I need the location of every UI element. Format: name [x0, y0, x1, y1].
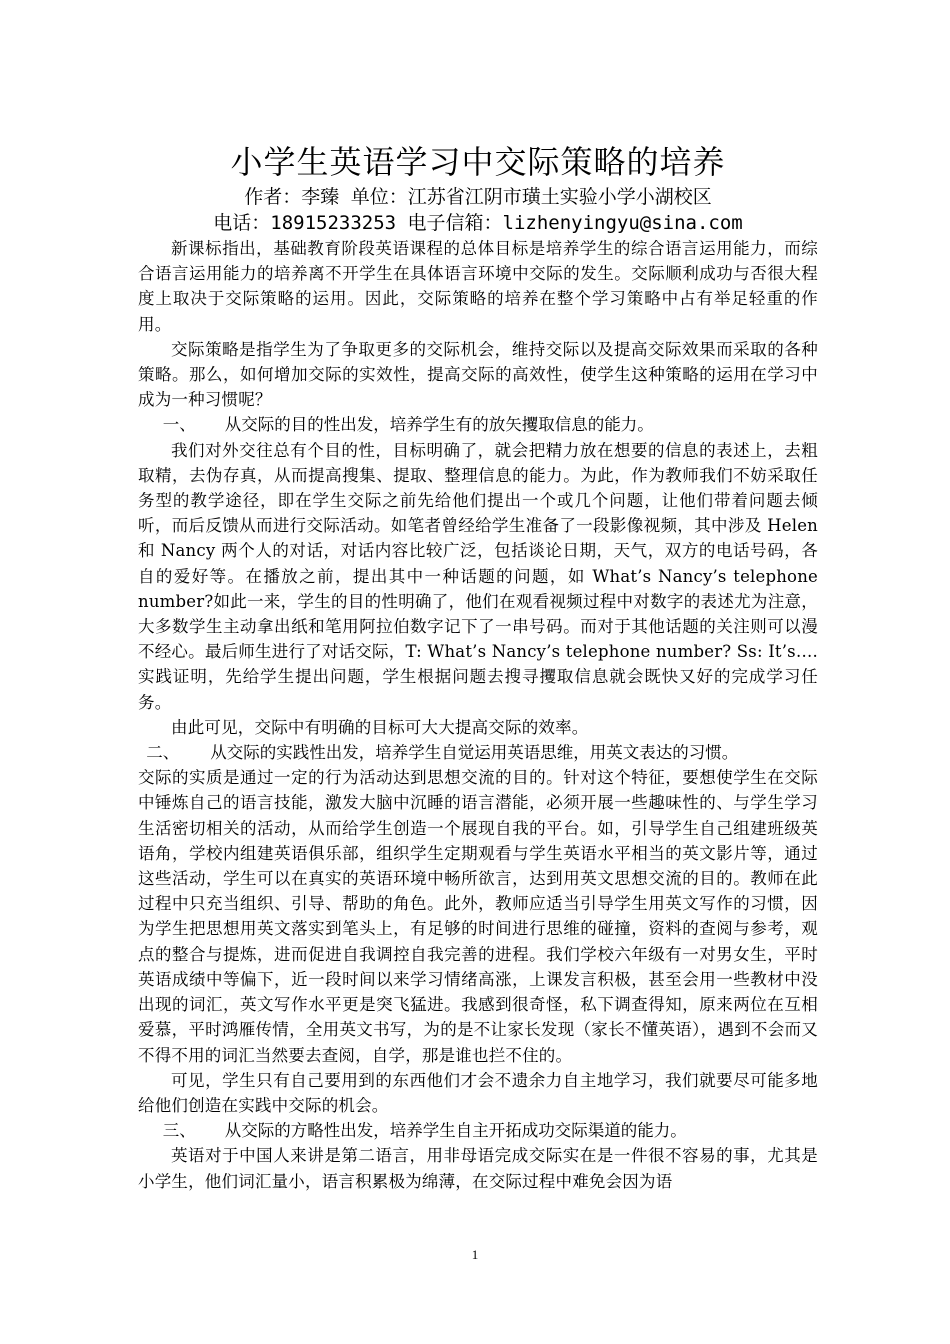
document-title: 小学生英语学习中交际策略的培养 — [230, 143, 726, 181]
author-line: 作者：李臻 单位：江苏省江阴市璜土实验小学小湖校区 — [244, 186, 712, 208]
paragraph: 交际的实质是通过一定的行为活动达到思想交流的目的。针对这个特征，要想使学生在交际中锤炼自己的语言技能，激发大脑中沉睡的语言潜能，必须开展一些趣味性的、与学生学习生活密切相关的活动，从而给学生创造一个展现自我的平台。如，引导学生自己组建班级英语角，学校内组建英语俱乐部，组织学生定期观看与学生英语水平相当的英文影片等，通过这些活动，学生可以在真实的英语环境中畅所欲言，达到用英文思想交流的目的。教师在此过程中只充当组织、引导、帮助的角色。此外，教师应适当引导学生用英文写作的习惯，因为学生把思想用英文落实到笔头上，有足够的时间进行思维的碰撞，资料的查阅与参考，观点的整合与提炼，进而促进自我调控自我完善的进程。我们学校六年级有一对男女生，平时英语成绩中等偏下，近一段时间以来学习情绪高涨，上课发言积极，甚至会用一些教材中没出现的词汇，英文写作水平更是突飞猛进。我感到很奇怪，私下调查得知，原来两位在互相爱慕，平时鸿雁传情，全用英文书写，为的是不让家长发现（家长不懂英语），遇到不会而又不得不用的词汇当然要去查阅，自学，那是谁也拦不住的。 — [138, 768, 818, 1065]
document-body — [138, 140, 818, 1194]
paragraph: 英语对于中国人来讲是第二语言，用非母语完成交际实在是一件很不容易的事，尤其是小学生，他们词汇量小，语言积累极为绵薄，在交际过程中难免会因为语 — [138, 1146, 818, 1191]
section-number: 一、 — [162, 415, 196, 435]
section-heading-text: 从交际的目的性出发，培养学生有的放矢攫取信息的能力。 — [224, 415, 654, 435]
paragraph: 我们对外交往总有个目的性，目标明确了，就会把精力放在想要的信息的表述上，去粗取精，去伪存真，从而提高搜集、提取、整理信息的能力。为此，作为教师我们不妨采取任务型的教学途径，即在学生交际之前先给他们提出一个或几个问题，让他们带着问题去倾听，而后反馈从而进行交际活动。如笔者曾经给学生准备了一段影像视频，其中涉及 Helen 和 Nancy 两个人的对话，对话内容比较广泛，包括谈论日期，天气，双方的电话号码，各自的爱好等。在播放之前，提出其中一种话题的问题，如 What’s Nancy’s telephone number?如此一来，学生的目的性明确了，他们在观看视频过程中对数字的表述尤为注意，大多数学生主动拿出纸和笔用阿拉伯数字记下了一串号码。而对于其他话题的关注则可以漫不经心。最后师生进行了对话交际，T: What’s Nancy’s telephone number? Ss: It’s….实践证明，先给学生提出问题，学生根据问题去搜寻攫取信息就会既快又好的完成学习任务。 — [138, 440, 818, 712]
section-number: 二、 — [146, 743, 180, 763]
paragraph: 可见，学生只有自己要用到的东西他们才会不遗余力自主地学习，我们就要尽可能多地给他们创造在实践中交际的机会。 — [138, 1070, 818, 1115]
section-number: 三、 — [162, 1121, 196, 1141]
paragraph: 新课标指出，基础教育阶段英语课程的总体目标是培养学生的综合语言运用能力，而综合语言运用能力的培养离不开学生在具体语言环境中交际的发生。交际顺利成功与否很大程度上取决于交际策略的运用。因此，交际策略的培养在整个学习策略中占有举足轻重的作用。 — [138, 239, 818, 334]
paragraph: 交际策略是指学生为了争取更多的交际机会，维持交际以及提高交际效果而采取的各种策略。那么，如何增加交际的实效性，提高交际的高效性，使学生这种策略的运用在学习中成为一种习惯呢？ — [138, 339, 818, 410]
section-heading-text: 从交际的方略性出发，培养学生自主开拓成功交际渠道的能力。 — [224, 1121, 687, 1141]
section-heading-1 — [138, 412, 818, 437]
section-heading-text: 从交际的实践性出发，培养学生自觉运用英语思维，用英文表达的习惯。 — [210, 743, 739, 763]
page-number: 1 — [471, 1247, 479, 1262]
contact-line: 电话：18915233253 电子信箱：lizhenyingyu@sina.com — [213, 212, 743, 234]
section-heading-2 — [138, 740, 818, 765]
section-heading-3 — [138, 1118, 818, 1143]
paragraph: 由此可见，交际中有明确的目标可大大提高交际的效率。 — [171, 717, 589, 737]
